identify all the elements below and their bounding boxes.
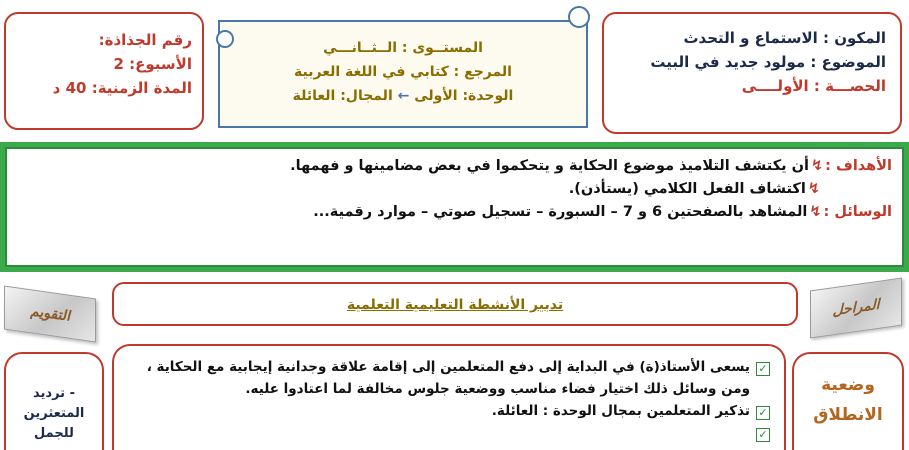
stage-title-line-2: الانطلاق xyxy=(813,405,883,425)
checkbox-icon: ✓ xyxy=(756,428,770,442)
activity-line-2-text: ومن وسائل ذلك اختيار فضاء مناسب ووضعية جلوس مخالفة لما اعتادوا عليه. xyxy=(245,381,750,397)
goal-marker-icon: ↯ xyxy=(810,158,824,174)
evaluation-line-1: - ترديد xyxy=(33,386,75,401)
scroll-curl-top-icon xyxy=(568,6,590,28)
level-label: المستــوى : الــثــانـــي xyxy=(323,40,483,56)
scroll-curl-bottom-icon xyxy=(216,30,234,48)
means-line xyxy=(17,201,892,224)
activity-line-4 xyxy=(124,422,770,444)
activity-content-box xyxy=(112,344,786,450)
unit-prefix: الوحدة: الأولى xyxy=(414,88,514,104)
level-reference-scroll xyxy=(218,20,588,128)
means-label: الوسائل : xyxy=(823,204,892,220)
session-label: الحصـــة : الأولــــى xyxy=(741,77,886,95)
checkbox-icon: ✓ xyxy=(756,362,770,376)
activities-banner xyxy=(112,282,798,326)
lesson-info-box xyxy=(602,12,902,134)
sheet-number-label: رقم الجذاذة: xyxy=(98,31,192,49)
activity-line-3 xyxy=(124,400,770,422)
component-label: المكون : الاستماع و التحدث xyxy=(683,29,886,47)
reference-label: المرجع : كتابي في اللغة العربية xyxy=(294,64,512,80)
means-text: المشاهد بالصفحتين 6 و 7 – السبورة – تسجيل صوتي – موارد رقمية... xyxy=(313,204,808,220)
goals-frame xyxy=(0,142,909,272)
goal-marker-icon: ↯ xyxy=(807,181,820,197)
unit-label xyxy=(248,84,558,108)
checkbox-icon: ✓ xyxy=(756,406,770,420)
evaluation-line-3: للجمل xyxy=(34,426,74,441)
activity-line-1-text: يسعى الأستاذ(ة) في البداية إلى دفع المتعلمين إلى إقامة علاقة وجدانية إيجابية مع الحكاية ، xyxy=(146,359,750,375)
week-label: الأسبوع: 2 xyxy=(113,55,192,73)
unit-field: المجال: العائلة xyxy=(292,88,393,104)
means-marker-icon: ↯ xyxy=(809,204,822,220)
goal-line-2 xyxy=(17,178,892,201)
goals-content xyxy=(5,147,904,267)
evaluation-tab xyxy=(4,286,96,343)
activity-line-1 xyxy=(124,356,770,378)
goal-2-text: اكتشاف الفعل الكلامي (يستأذن). xyxy=(568,181,806,197)
duration-label: المدة الزمنية: 40 د xyxy=(52,79,192,97)
stage-name-box xyxy=(792,352,904,450)
stages-tab xyxy=(810,278,902,339)
activity-line-3-text: تذكير المتعلمين بمجال الوحدة : العائلة. xyxy=(491,403,750,419)
goals-label: الأهداف : xyxy=(825,158,892,174)
stage-title-line-1: وضعية xyxy=(821,375,875,395)
evaluation-box xyxy=(4,352,104,450)
unit-arrow-icon: ← xyxy=(397,88,410,104)
topic-label: الموضوع : مولود جديد في البيت xyxy=(650,53,886,71)
activities-banner-title: تدبير الأنشطة التعليمية التعلمية xyxy=(346,297,564,313)
evaluation-line-2: المتعثرين xyxy=(23,406,85,421)
sheet-info-box xyxy=(4,12,204,130)
goal-1-text: أن يكتشف التلاميذ موضوع الحكاية و يتحكموا في بعض مضامينها و فهمها. xyxy=(290,158,809,174)
stages-tab-label: المراحل xyxy=(832,296,880,320)
evaluation-tab-label: التقويم xyxy=(30,303,70,325)
activity-line-2 xyxy=(124,378,770,400)
goal-line-1 xyxy=(17,155,892,178)
